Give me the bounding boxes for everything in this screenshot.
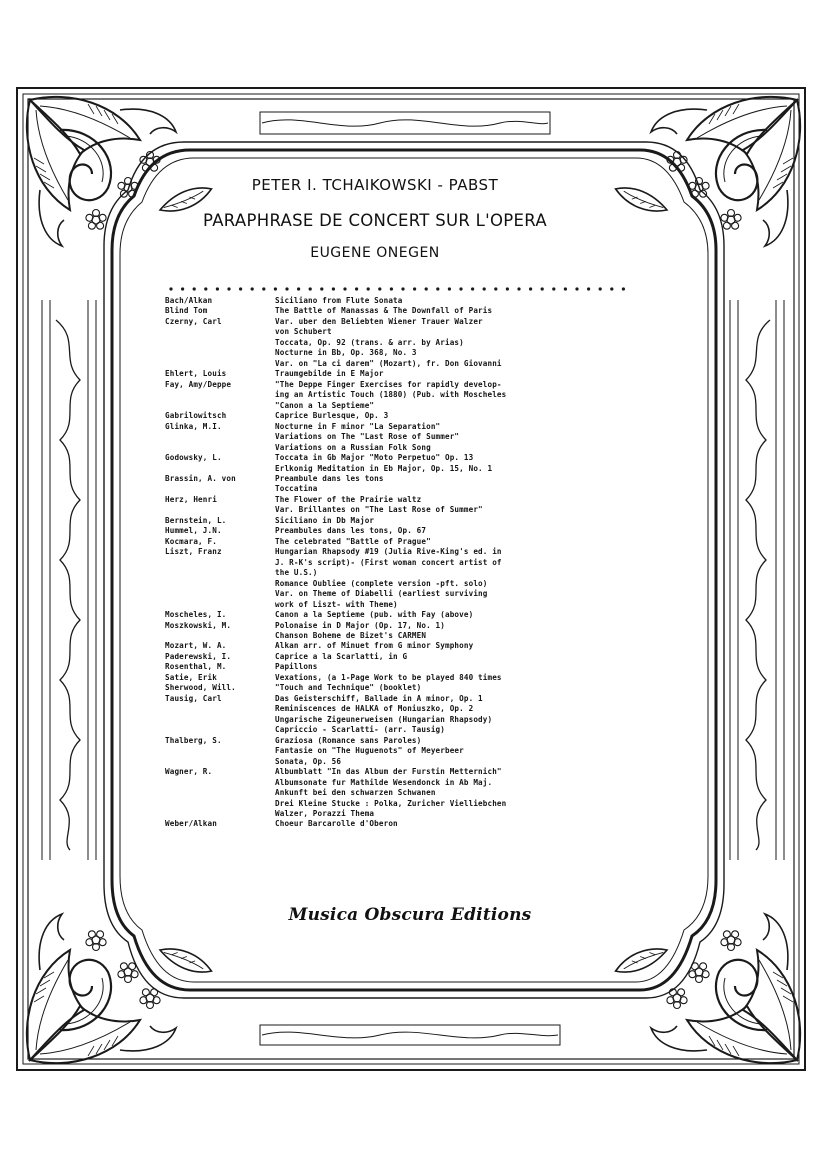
divider-dot: [239, 287, 242, 290]
work-title: the U.S.): [275, 568, 318, 578]
composer-name: Brassin, A. von: [165, 473, 236, 483]
catalog-entry: [165, 327, 635, 337]
catalog-entry: [165, 443, 635, 453]
work-title: Caprice a la Scarlatti, in G: [275, 651, 408, 661]
work-title: "The Deppe Finger Exercises for rapidly develop-: [275, 379, 502, 389]
divider-dot: [610, 287, 613, 290]
composer-name: [165, 568, 275, 578]
catalog-entry: [165, 338, 635, 348]
catalog-entry: [165, 359, 635, 369]
divider-dot: [541, 287, 544, 290]
composer-name: [165, 809, 275, 819]
catalog-entry: [165, 641, 635, 651]
catalog-entry: [165, 715, 635, 725]
composer-name: [165, 558, 275, 568]
catalog-entry: [165, 306, 635, 316]
work-title: ing an Artistic Touch (1880) (Pub. with Moscheles: [275, 390, 507, 400]
composer-name: Satie, Erik: [165, 672, 217, 682]
work-title: Toccata in Gb Major "Moto Perpetuo" Op. 13: [275, 453, 474, 463]
work-title: Romance Oubliee (complete version -pft. solo): [275, 578, 488, 588]
catalog-entry: [165, 673, 635, 683]
catalog-entry: [165, 579, 635, 589]
catalog-entry: [165, 652, 635, 662]
composer-name: [165, 799, 275, 809]
composer-name: Herz, Henri: [165, 494, 217, 504]
catalog-entry: [165, 589, 635, 599]
catalog-entry: [165, 505, 635, 515]
work-title: Drei Kleine Stucke : Polka, Zuricher Vielliebchen: [275, 798, 507, 808]
catalog-entry: [165, 757, 635, 767]
work-title: work of Liszt- with Theme): [275, 599, 398, 609]
work-title: Erlkonig Meditation in Eb Major, Op. 15, No. 1: [275, 463, 493, 473]
composer-name: [165, 390, 275, 400]
composer-name: Ehlert, Louis: [165, 369, 227, 379]
composer-name: Rosenthal, M.: [165, 662, 227, 672]
composer-name: Gabrilowitsch: [165, 411, 227, 421]
composer-name: [165, 464, 275, 474]
catalog-entry: [165, 746, 635, 756]
catalog-entry: [165, 516, 635, 526]
catalog-entry: [165, 453, 635, 463]
catalog-entry: [165, 474, 635, 484]
composer-name: Bach/Alkan: [165, 296, 213, 305]
catalog-entry: [165, 610, 635, 620]
work-title: "Canon a la Septieme": [275, 400, 375, 410]
publisher-logo: Musica Obscura Editions: [288, 905, 532, 925]
divider-dot: [529, 287, 532, 290]
divider-dot: [332, 287, 335, 290]
composer-name: Paderewski, I.: [165, 651, 232, 661]
divider-dot: [227, 287, 230, 290]
work-title: Toccata, Op. 92 (trans. & arr. by Arias): [275, 337, 464, 347]
work-title: Nocturne in Bb, Op. 368, No. 3: [275, 348, 417, 358]
work-title: Vexations, (a 1-Page Work to be played 840 times: [275, 672, 502, 682]
divider-dot: [506, 287, 509, 290]
composer-name: [165, 778, 275, 788]
catalog-entry: [165, 484, 635, 494]
divider-dot: [297, 287, 300, 290]
divider-dot: [517, 287, 520, 290]
divider-dot: [587, 287, 590, 290]
divider-dot: [193, 287, 196, 290]
catalog-entry: [165, 296, 635, 306]
work-title: Variations on a Russian Folk Song: [275, 442, 431, 452]
composer-name: [165, 600, 275, 610]
work-title: Siciliano from Flute Sonata: [275, 296, 403, 305]
composer-name: [165, 338, 275, 348]
composer-name: Tausig, Carl: [165, 693, 222, 703]
work-title: Preambule dans les tons: [275, 473, 384, 483]
catalog-entry: [165, 767, 635, 777]
catalog-entry: [165, 809, 635, 819]
work-title: Fantasie on "The Huguenots" of Meyerbeer: [275, 746, 464, 756]
divider-dot: [204, 287, 207, 290]
catalog-entry: [165, 422, 635, 432]
composer-name: Fay, Amy/Deppe: [165, 379, 232, 389]
composer-name: [165, 788, 275, 798]
catalog-entry: [165, 725, 635, 735]
catalog-entry: [165, 799, 635, 809]
work-title: Albumsonate fur Mathilde Wesendonck in Ab Maj.: [275, 777, 493, 787]
catalog-entry: [165, 662, 635, 672]
composer-name: [165, 348, 275, 358]
composer-name: Sherwood, Will.: [165, 683, 236, 693]
work-title: J. R-K's script)- (First woman concert artist of: [275, 557, 502, 567]
composer-name: Kocmara, F.: [165, 536, 217, 546]
work-title: Canon a la Septieme (pub. with Fay (above): [275, 610, 474, 620]
divider-dot: [216, 287, 219, 290]
work-title: Ungarische Zigeunerweisen (Hungarian Rhapsody): [275, 714, 493, 724]
divider-dot: [378, 287, 381, 290]
composer-name: Blind Tom: [165, 306, 208, 316]
work-title: Alkan arr. of Minuet from G minor Symphony: [275, 641, 474, 651]
catalog-entry: [165, 411, 635, 421]
dotted-divider: [168, 285, 630, 293]
composer-name: Thalberg, S.: [165, 735, 222, 745]
catalog-entry: [165, 621, 635, 631]
divider-dot: [494, 287, 497, 290]
composer-name: [165, 579, 275, 589]
work-title: von Schubert: [275, 327, 332, 337]
divider-dot: [552, 287, 555, 290]
work-title: Choeur Barcarolle d'Oberon: [275, 819, 398, 829]
catalog-entry: [165, 683, 635, 693]
composer-name: [165, 757, 275, 767]
composer-name: Godowsky, L.: [165, 453, 222, 463]
composer-name: [165, 432, 275, 442]
composer-name: [165, 704, 275, 714]
composer-name: [165, 359, 275, 369]
composer-name: Bernstein, L.: [165, 515, 227, 525]
composer-name: [165, 725, 275, 735]
work-title: Traumgebilde in E Major: [275, 369, 384, 379]
composer-name: Moszkowski, M.: [165, 620, 232, 630]
composer-name: [165, 589, 275, 599]
divider-dot: [262, 287, 265, 290]
work-title: Capriccio - Scarlatti- (arr. Tausig): [275, 725, 445, 735]
work-title: The Flower of the Prairie waltz: [275, 494, 422, 504]
divider-dot: [181, 287, 184, 290]
work-title: Ankunft bei den schwarzen Schwanen: [275, 788, 436, 798]
composer-name: [165, 401, 275, 411]
work-title: The celebrated "Battle of Prague": [275, 536, 431, 546]
catalog-entry: [165, 600, 635, 610]
catalog-entry: [165, 568, 635, 578]
divider-dot: [401, 287, 404, 290]
work-title: Papillons: [275, 662, 318, 672]
divider-dot: [320, 287, 323, 290]
catalog-entry: [165, 526, 635, 536]
work-title: Walzer, Porazzi Thema: [275, 808, 375, 818]
work-title: Var. on Theme of Diabelli (earliest surviving: [275, 589, 488, 599]
divider-dot: [169, 287, 172, 290]
work-title: Nocturne in F minor "La Separation": [275, 421, 441, 431]
divider-dot: [343, 287, 346, 290]
divider-dot: [564, 287, 567, 290]
work-title: Polonaise in D Major (Op. 17, No. 1): [275, 620, 445, 630]
title-line-work: PARAPHRASE DE CONCERT SUR L'OPERA: [203, 211, 547, 230]
work-title: The Battle of Manassas & The Downfall of Paris: [275, 306, 493, 316]
title-line-composer: PETER I. TCHAIKOWSKI - PABST: [251, 176, 499, 194]
catalog-list: [165, 296, 635, 830]
work-title: Hungarian Rhapsody #19 (Julia Rive-King's ed. in: [275, 547, 502, 557]
work-title: Var. on "La ci darem" (Mozart), fr. Don Giovanni: [275, 358, 502, 368]
catalog-entry: [165, 369, 635, 379]
divider-dot: [413, 287, 416, 290]
composer-name: Moscheles, I.: [165, 610, 227, 620]
catalog-entry: [165, 694, 635, 704]
composer-name: [165, 443, 275, 453]
work-title: Albumblatt "In das Album der Furstin Metternich": [275, 767, 502, 777]
catalog-entry: [165, 819, 635, 829]
divider-dot: [355, 287, 358, 290]
work-title: Caprice Burlesque, Op. 3: [275, 411, 389, 421]
catalog-entry: [165, 348, 635, 358]
divider-dot: [448, 287, 451, 290]
divider-dot: [285, 287, 288, 290]
work-title: Das Geisterschiff, Ballade in A minor, Op. 1: [275, 693, 483, 703]
work-title: Toccatina: [275, 484, 318, 494]
catalog-entry: [165, 704, 635, 714]
composer-name: [165, 631, 275, 641]
composer-name: [165, 505, 275, 515]
composer-name: Mozart, W. A.: [165, 641, 227, 651]
divider-dot: [436, 287, 439, 290]
work-title: Reminiscences de HALKA of Moniuszko, Op. 2: [275, 704, 474, 714]
divider-dot: [274, 287, 277, 290]
work-title: Preambules dans les tons, Op. 67: [275, 526, 427, 536]
catalog-entry: [165, 432, 635, 442]
composer-name: Wagner, R.: [165, 767, 213, 777]
catalog-entry: [165, 537, 635, 547]
divider-dot: [309, 287, 312, 290]
catalog-entry: [165, 464, 635, 474]
catalog-entry: [165, 558, 635, 568]
work-title: Chanson Boheme de Bizet's CARMEN: [275, 631, 427, 640]
work-title: "Touch and Technique" (booklet): [275, 683, 422, 693]
composer-name: Hummel, J.N.: [165, 526, 222, 536]
composer-name: [165, 484, 275, 494]
catalog-entry: [165, 495, 635, 505]
catalog-entry: [165, 778, 635, 788]
work-title: Var. Brillantes on "The Last Rose of Summer": [275, 505, 483, 515]
catalog-entry: [165, 317, 635, 327]
divider-dot: [251, 287, 254, 290]
divider-dot: [425, 287, 428, 290]
divider-dot: [390, 287, 393, 290]
composer-name: Weber/Alkan: [165, 819, 217, 829]
work-title: Variations on The "Last Rose of Summer": [275, 432, 460, 442]
catalog-entry: [165, 547, 635, 557]
work-title: Sonata, Op. 56: [275, 756, 342, 766]
divider-dot: [622, 287, 625, 290]
title-line-opera: EUGENE ONEGEN: [310, 245, 440, 261]
divider-dot: [367, 287, 370, 290]
catalog-entry: [165, 736, 635, 746]
catalog-entry: [165, 380, 635, 390]
work-title: Graziosa (Romance sans Paroles): [275, 735, 422, 745]
catalog-entry: [165, 631, 635, 641]
catalog-entry: [165, 390, 635, 400]
divider-dot: [483, 287, 486, 290]
catalog-entry: [165, 401, 635, 411]
work-title: Siciliano in Db Major: [275, 515, 375, 525]
composer-name: Glinka, M.I.: [165, 421, 222, 431]
composer-name: [165, 746, 275, 756]
work-title: Var. uber den Beliebten Wiener Trauer Walzer: [275, 316, 483, 326]
divider-dot: [459, 287, 462, 290]
composer-name: [165, 327, 275, 337]
composer-name: Czerny, Carl: [165, 316, 222, 326]
catalog-entry: [165, 788, 635, 798]
composer-name: Liszt, Franz: [165, 547, 222, 557]
divider-dot: [471, 287, 474, 290]
divider-dot: [599, 287, 602, 290]
composer-name: [165, 715, 275, 725]
divider-dot: [575, 287, 578, 290]
